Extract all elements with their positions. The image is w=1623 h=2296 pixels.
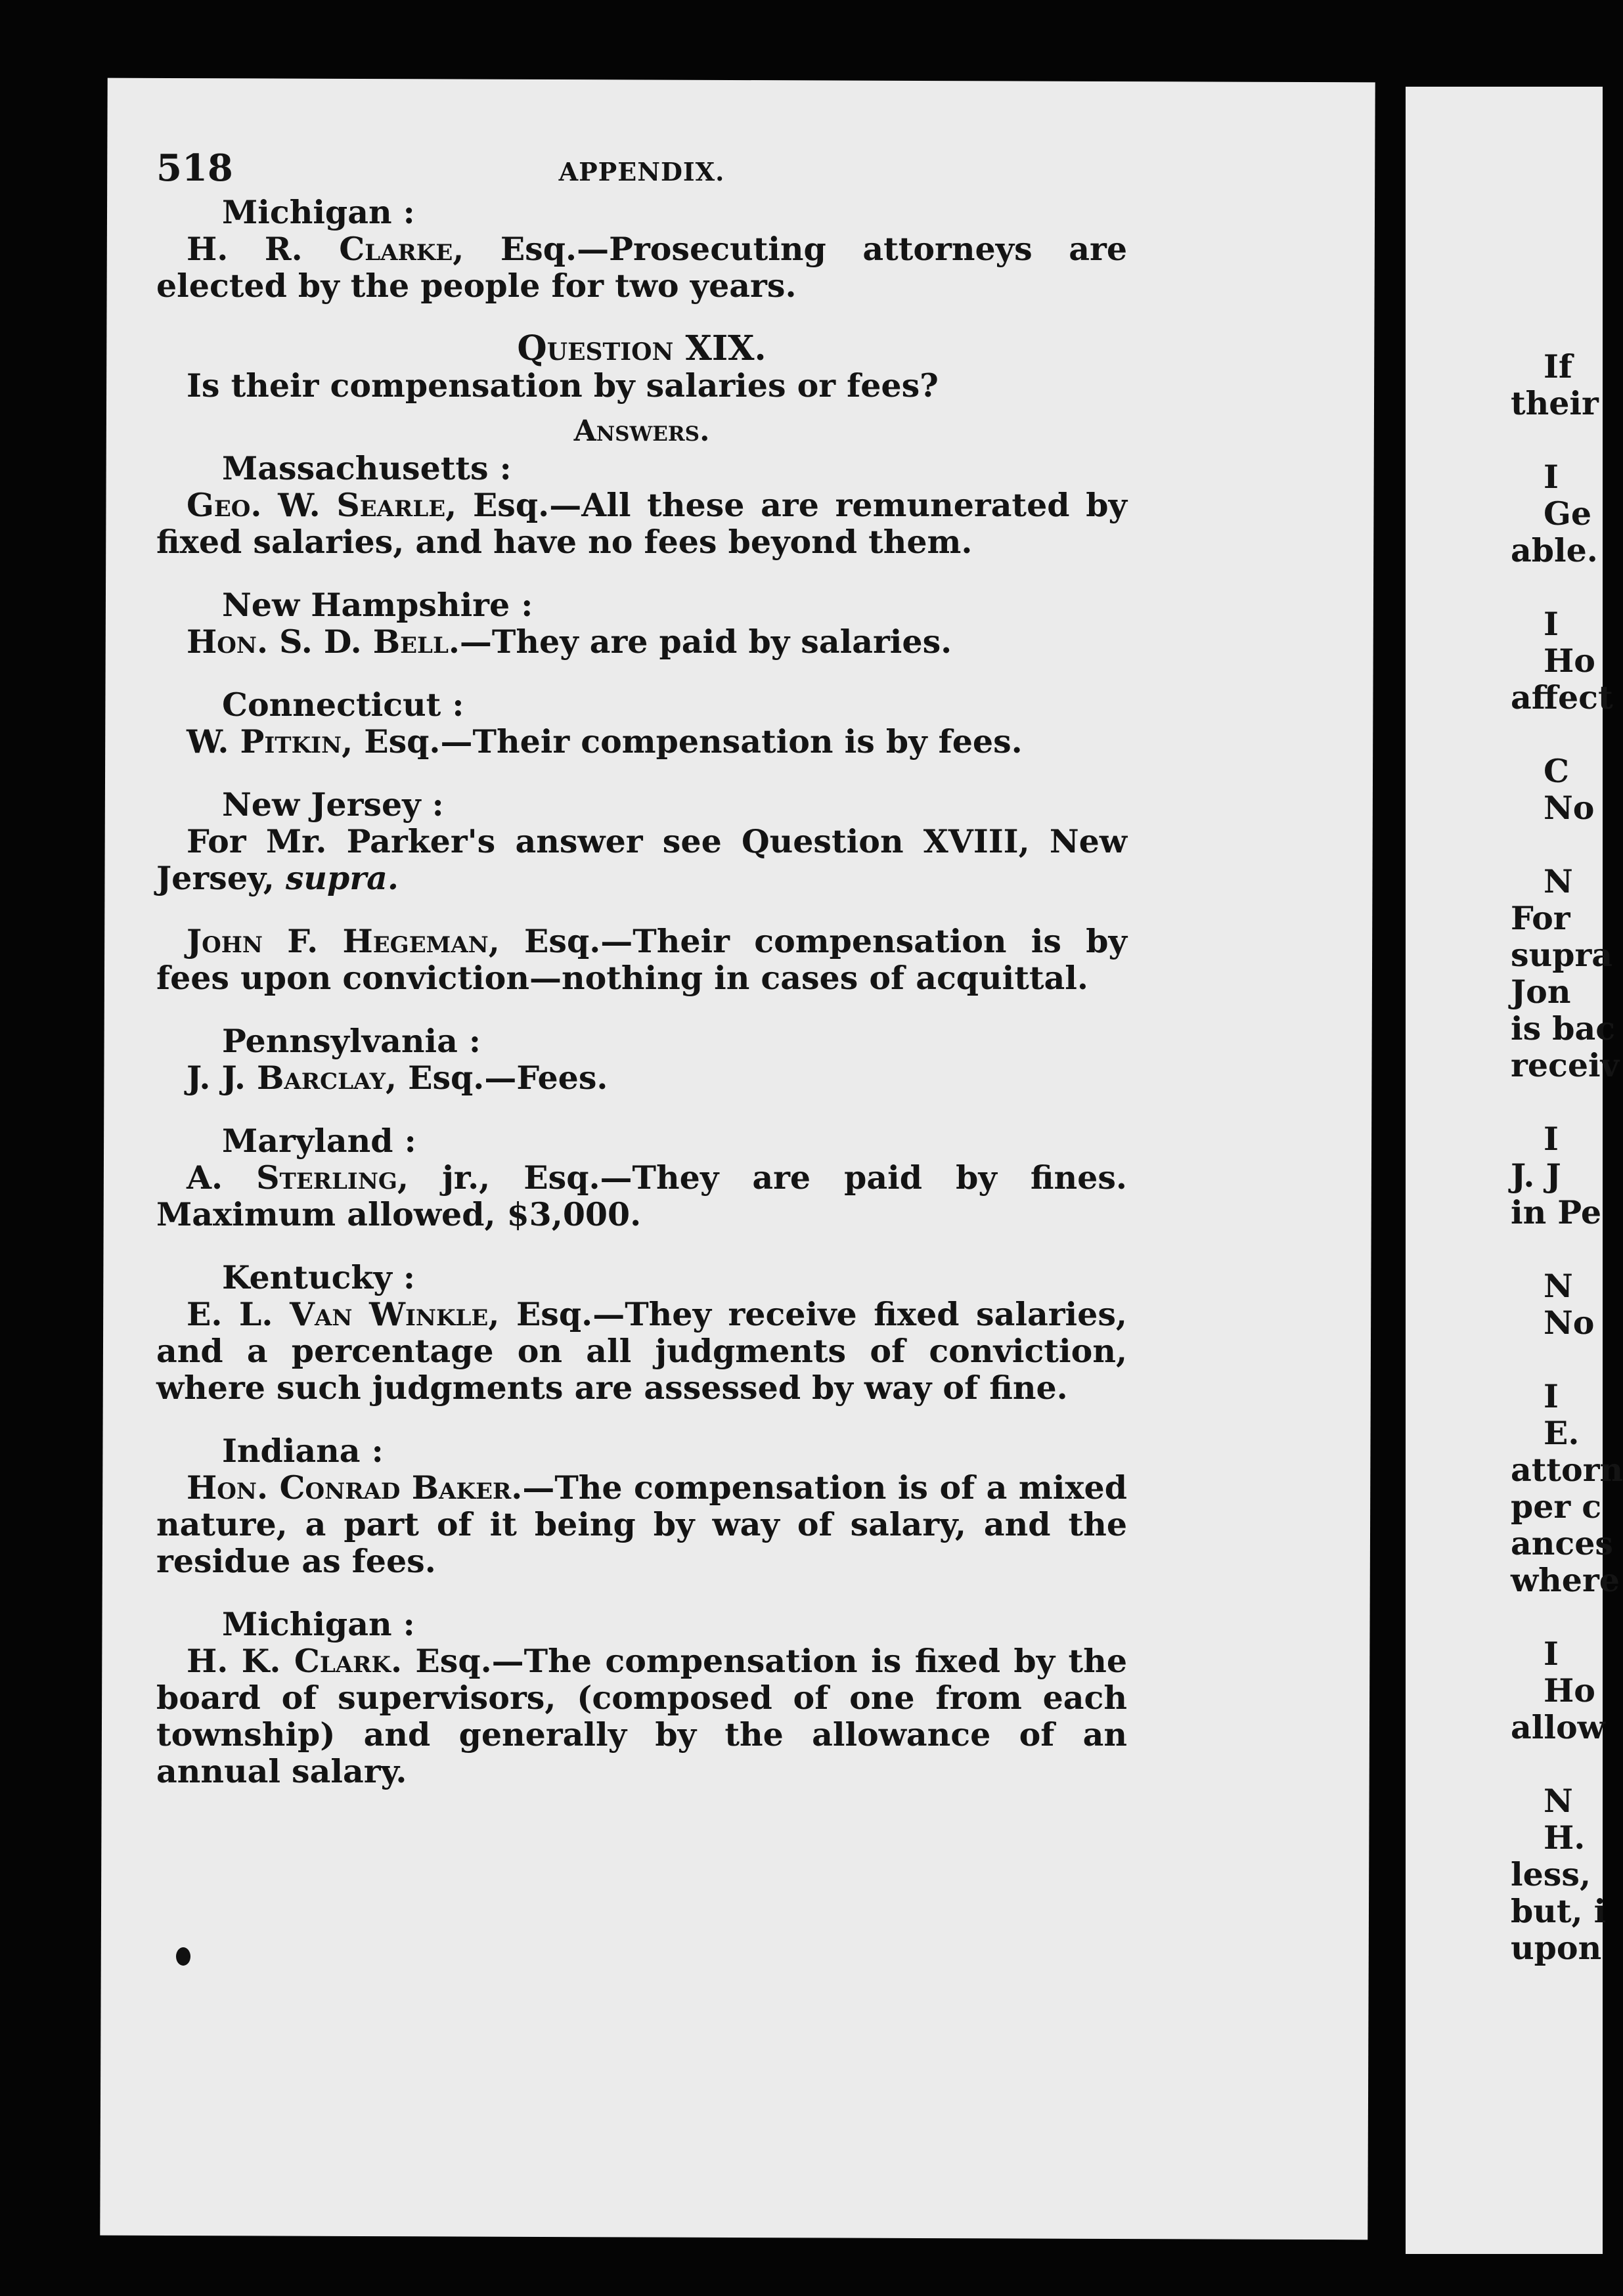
respondent-name: Geo. W. Searle: [187, 486, 446, 524]
right-page-fragment: C: [1544, 752, 1569, 790]
state-heading: Michigan :: [222, 193, 415, 231]
right-page-text-fragments: [1511, 347, 1623, 1967]
answer-paragraph: [156, 923, 1127, 996]
answer-text: , Esq.—Their compensation is by fees upon conviction—nothing in cases of acquittal.: [156, 922, 1128, 997]
right-page-fragment: Ho: [1544, 642, 1595, 680]
answer-paragraph: [156, 1159, 1127, 1233]
right-page-fragment: their: [1511, 384, 1599, 422]
right-page-fragment: I: [1544, 1120, 1559, 1158]
state-heading: Kentucky :: [222, 1258, 415, 1296]
respondent-name: John F. Hegeman: [187, 922, 489, 960]
answer-text: , Esq.—Fees.: [385, 1059, 608, 1097]
right-page-fragment: ances: [1511, 1524, 1613, 1562]
ink-blot: [176, 1947, 190, 1966]
right-page-fragment: H.: [1544, 1819, 1586, 1857]
state-heading: Connecticut :: [222, 686, 464, 724]
right-page-fragment: N: [1544, 1267, 1573, 1305]
right-page-fragment: [1511, 826, 1590, 863]
right-page-fragment: but, i: [1511, 1892, 1607, 1930]
right-page-fragment: [1511, 1084, 1590, 1120]
supra-reference: supra.: [285, 859, 399, 897]
answer-paragraph: [156, 823, 1127, 896]
state-heading: New Jersey :: [222, 785, 444, 824]
respondent-name: H. K. Clark: [187, 1642, 391, 1680]
right-page-fragment: per c: [1511, 1488, 1602, 1526]
respondent-name: Hon. Conrad Baker: [187, 1468, 512, 1507]
answers-heading: Answers.: [573, 414, 710, 448]
answer-text: . Esq.—The compensation is fixed by the board of supervisors, (composed of one from each township) and generally by the allowance of an annual salary.: [156, 1642, 1127, 1790]
answer-paragraph: [156, 723, 1127, 760]
right-page-fragment: I: [1544, 1377, 1559, 1415]
right-page-fragment: supra: [1511, 936, 1613, 974]
answer-paragraph: [156, 1643, 1127, 1790]
respondent-name: J. J. Barclay: [187, 1059, 386, 1097]
state-heading: New Hampshire :: [222, 586, 533, 624]
answer-paragraph: [156, 623, 1127, 660]
answer-text: , Esq.—Prosecuting attorneys are elected by the people for two years.: [156, 230, 1127, 305]
page-header: [156, 131, 1127, 194]
right-page-fragment: in Pe: [1511, 1193, 1602, 1231]
right-page-fragment: where: [1511, 1561, 1620, 1599]
right-page-fragment: I: [1544, 1635, 1559, 1673]
right-page-fragment: receiv: [1511, 1046, 1620, 1084]
answer-paragraph: [156, 231, 1127, 304]
right-page-fragment: [1511, 1599, 1590, 1635]
right-page-fragment: No: [1544, 1304, 1595, 1342]
right-page-fragment: less,: [1511, 1855, 1591, 1893]
right-page-fragment: [1511, 569, 1590, 606]
right-page-fragment: If: [1544, 347, 1572, 386]
right-page-fragment: [1511, 422, 1590, 458]
right-page-fragment: N: [1544, 1782, 1573, 1820]
right-page-fragment: [1511, 1231, 1590, 1268]
right-page-fragment: upon: [1511, 1929, 1602, 1967]
answer-paragraph: [156, 1296, 1127, 1406]
answer-paragraph: [156, 487, 1127, 560]
answer-text: , Esq.—All these are remunerated by fixed salaries, and have no fees beyond them.: [156, 486, 1127, 561]
right-page-fragment: Ho: [1544, 1671, 1595, 1710]
answer-paragraph: [156, 1469, 1127, 1579]
answer-text: , Esq.—They receive fixed salaries, and a percentage on all judgments of conviction, where such judgments are assessed by way of fine.: [156, 1295, 1127, 1407]
right-page-fragment: able.: [1511, 531, 1598, 569]
question-text: Is their compensation by salaries or fees?: [187, 366, 939, 405]
answer-text: , Esq.—Their compensation is by fees.: [342, 722, 1023, 761]
right-page-fragment: Ge: [1544, 495, 1592, 533]
answer-text: , jr., Esq.—They are paid by fines. Maximum allowed, $3,000.: [156, 1159, 1127, 1233]
right-page-fragment: I: [1544, 458, 1559, 496]
right-page-fragment: No: [1544, 789, 1595, 827]
page-content: [156, 131, 1127, 1790]
state-heading: Michigan :: [222, 1605, 415, 1643]
right-page-fragment: affect: [1511, 678, 1613, 717]
respondent-name: A. Sterling: [187, 1159, 397, 1197]
state-heading: Indiana :: [222, 1432, 384, 1470]
right-page-fragment: N: [1544, 862, 1573, 900]
respondent-name: H. R. Clarke: [187, 230, 453, 268]
right-page-fragment: [1511, 716, 1590, 753]
right-page-fragment: I: [1544, 605, 1559, 643]
answer-text: For Mr. Parker's answer see Question XVIII, New Jersey,: [156, 822, 1127, 897]
answer-text: .—They are paid by salaries.: [448, 623, 952, 661]
state-heading: Maryland :: [222, 1122, 416, 1160]
right-page-fragment: is bac: [1511, 1009, 1616, 1048]
page-number: 518: [156, 146, 233, 190]
right-page-fragment: [1511, 1746, 1590, 1782]
right-page-fragment: [1511, 1341, 1590, 1378]
right-page-fragment: Jon: [1511, 973, 1571, 1011]
right-page-fragment: J. J: [1511, 1157, 1561, 1195]
state-heading: Pennsylvania :: [222, 1022, 481, 1060]
respondent-name: E. L. Van Winkle: [187, 1295, 489, 1333]
right-page-fragment: attorn: [1511, 1451, 1623, 1489]
state-heading: Massachusetts :: [222, 449, 512, 487]
answer-paragraph: [156, 1059, 1127, 1096]
right-page-fragment: E.: [1544, 1414, 1580, 1452]
right-page-fragment: allow: [1511, 1708, 1605, 1746]
right-page-fragment: For: [1511, 899, 1570, 937]
question-title: Question XIX.: [517, 328, 767, 368]
running-head: APPENDIX.: [558, 157, 725, 187]
answer-text: .—The compensation is of a mixed nature, a part of it being by way of salary, and the residue as fees.: [156, 1468, 1127, 1580]
respondent-name: W. Pitkin: [187, 722, 342, 761]
respondent-name: Hon. S. D. Bell: [187, 623, 449, 661]
